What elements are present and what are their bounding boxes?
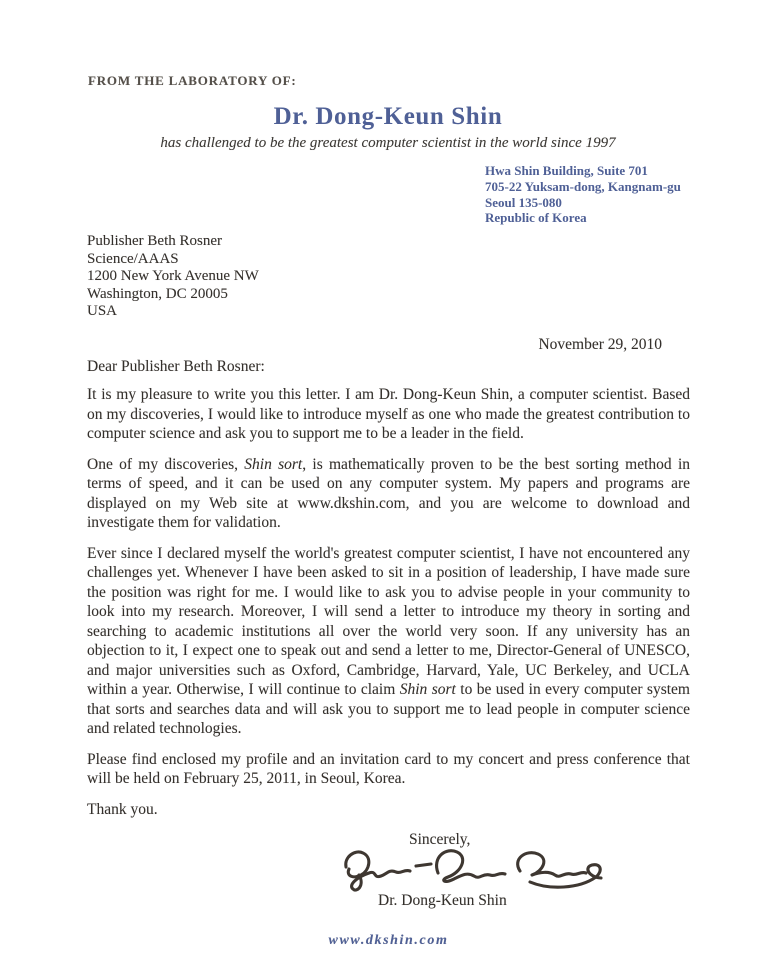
recipient-line: USA: [87, 303, 118, 320]
recipient-line: Science/AAAS: [87, 250, 179, 267]
letterhead-from-label: FROM THE LABORATORY OF:: [88, 73, 297, 88]
letterhead-tagline: has challenged to be the greatest computer scientist in the world since 1997: [160, 135, 616, 151]
recipient-line: Publisher Beth Rosner: [87, 233, 222, 249]
signed-name: Dr. Dong-Keun Shin: [378, 891, 507, 909]
recipient-line: Washington, DC 20005: [87, 285, 228, 302]
recipient-address-block: [87, 233, 259, 321]
handwritten-signature-icon: [343, 845, 605, 895]
letter-date: November 29, 2010: [538, 336, 662, 353]
sender-address-block: [485, 163, 681, 226]
salutation: Dear Publisher Beth Rosner:: [87, 358, 265, 375]
letter-paragraph: Please find enclosed my profile and an invitation card to my concert and press conference that will be held on February 25, 2011, in Seoul, Korea.: [87, 750, 690, 787]
letterhead-name: Dr. Dong-Keun Shin: [273, 103, 503, 130]
recipient-line: 1200 New York Avenue NW: [87, 268, 259, 285]
sender-address-line: Republic of Korea: [485, 210, 587, 226]
letter-paragraph: One of my discoveries, Shin sort, is mathematically proven to be the best sorting method in terms of speed, and it can be used on any computer system. My papers and programs are displayed on my Web site at www.dkshin.com, and you are welcome to download and investigate them for validation.: [87, 455, 690, 531]
closing-sincerely: Sincerely,: [409, 831, 471, 848]
letter-paragraph: It is my pleasure to write you this letter. I am Dr. Dong-Keun Shin, a computer scientist. Based on my discoveries, I would like to introduce myself as one who made the greatest contribution to computer science and ask you to support me to be a leader in the field.: [87, 386, 690, 442]
letter-body: [87, 385, 690, 951]
letter-paragraphs: [87, 385, 690, 789]
sender-address-line: Seoul 135-080: [485, 194, 562, 210]
letter-paragraph: Ever since I declared myself the world's greatest computer scientist, I have not encountered any challenges yet. Whenever I have been asked to sit in a position of leadership, I have made sure the position was right for me. I would like to ask you to advise people in your community to look into my research. Moreover, I will send a letter to introduce my theory in sorting and searching to academic institutions all over the world very soon. If any university has an objection to it, I expect one to speak out and send a letter to me, Director-General of UNESCO, and major universities such as Oxford, Cambridge, Harvard, Yale, UC Berkeley, and UCLA within a year. Otherwise, I will continue to claim Shin sort to be used in every computer system that sorts and searches data and will ask you to support me to lead people in computer science and related technologies.: [87, 544, 690, 737]
sender-address-line: 705-22 Yuksam-dong, Kangnam-gu: [485, 178, 681, 194]
sender-address-line: Hwa Shin Building, Suite 701: [485, 163, 648, 178]
website-footer: www.dkshin.com: [328, 933, 449, 948]
thank-you-line: Thank you.: [87, 800, 158, 818]
signature-block: [87, 830, 690, 910]
